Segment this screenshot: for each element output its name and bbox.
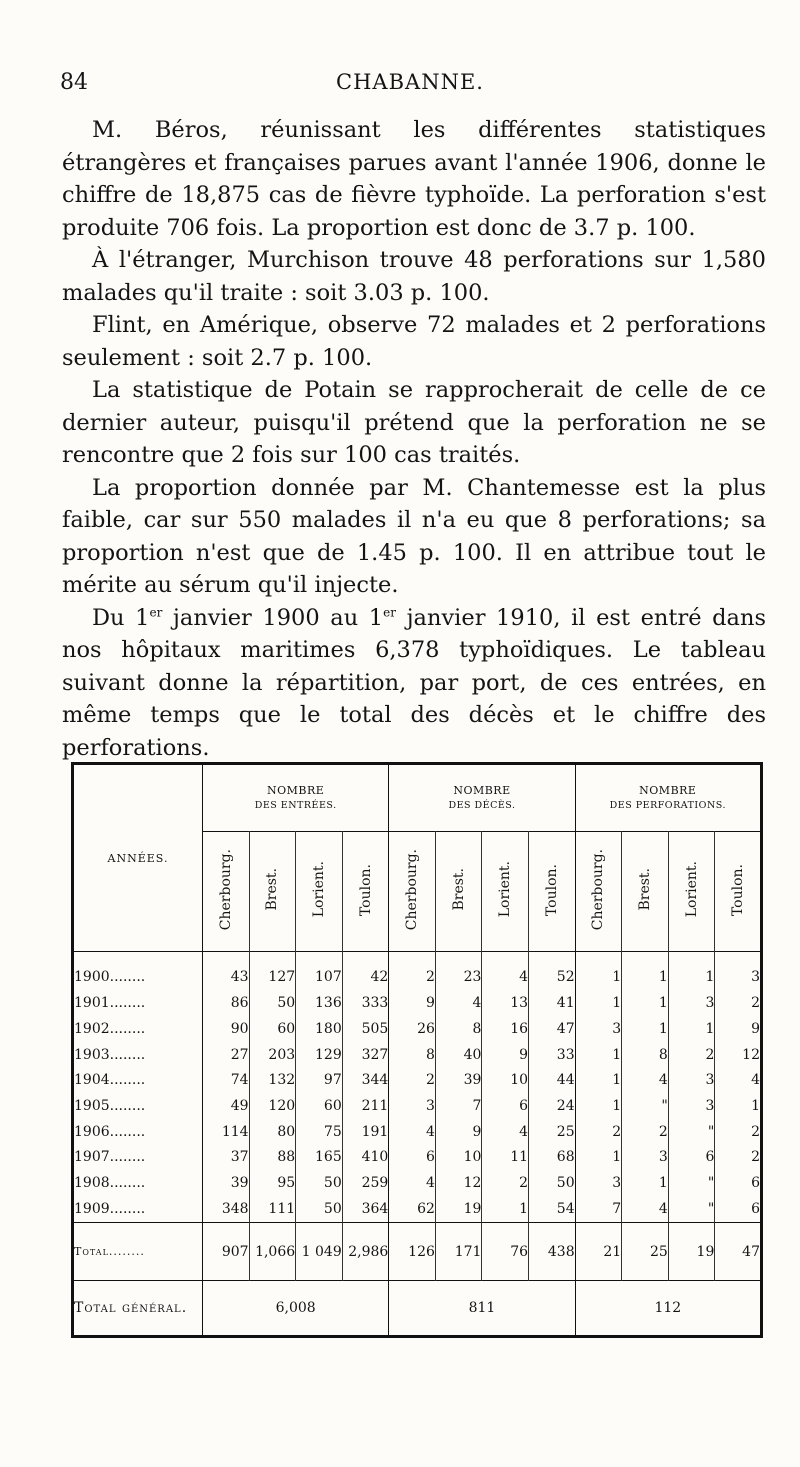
value-cell: 3 — [575, 1016, 622, 1042]
value-cell: 4 — [622, 1067, 669, 1093]
paragraph: La proportion donnée par M. Chantemesse est la plus faible, car sur 550 malades il n'a eu que 8 perforations; sa proportion n'est que de 1.45 p. 100. Il en attribue tout le mérite au sérum qu'il injecte. — [62, 474, 766, 598]
value-cell: 191 — [342, 1119, 389, 1145]
value-cell: 26 — [389, 1016, 436, 1042]
value-cell: 344 — [342, 1067, 389, 1093]
total-row — [73, 1222, 762, 1281]
value-cell: 4 — [715, 1067, 762, 1093]
value-cell: 12 — [715, 1042, 762, 1068]
grand-total-entries: 6,008 — [203, 1281, 389, 1337]
value-cell: 10 — [435, 1145, 482, 1171]
table-row — [73, 990, 762, 1016]
value-cell: 8 — [435, 1016, 482, 1042]
port-header: Lorient. — [482, 831, 529, 951]
value-cell: 4 — [435, 990, 482, 1016]
total-cell: 47 — [715, 1222, 762, 1281]
grand-total-perforations: 112 — [575, 1281, 761, 1337]
value-cell: 8 — [622, 1042, 669, 1068]
value-cell: 9 — [435, 1119, 482, 1145]
port-header: Cherbourg. — [575, 831, 622, 951]
value-cell: 1 — [575, 1093, 622, 1119]
value-cell: 4 — [389, 1119, 436, 1145]
value-cell: 107 — [296, 952, 343, 991]
value-cell: 43 — [203, 952, 250, 991]
value-cell: 74 — [203, 1067, 250, 1093]
value-cell: 3 — [389, 1093, 436, 1119]
value-cell: 180 — [296, 1016, 343, 1042]
value-cell: 11 — [482, 1145, 529, 1171]
value-cell: 12 — [435, 1170, 482, 1196]
statistics-table — [71, 762, 763, 1338]
value-cell: 120 — [249, 1093, 296, 1119]
port-header: Brest. — [622, 831, 669, 951]
value-cell: 24 — [529, 1093, 576, 1119]
value-cell: 9 — [389, 990, 436, 1016]
year-cell: 1905........ — [73, 1093, 203, 1119]
value-cell: 4 — [389, 1170, 436, 1196]
value-cell: " — [668, 1196, 715, 1222]
grand-total-label: Total général. — [73, 1281, 203, 1337]
table-row — [73, 952, 762, 991]
total-label: Total........ — [73, 1222, 203, 1281]
value-cell: 47 — [529, 1016, 576, 1042]
total-cell: 76 — [482, 1222, 529, 1281]
value-cell: 42 — [342, 952, 389, 991]
year-cell: 1903........ — [73, 1042, 203, 1068]
value-cell: 1 — [575, 1042, 622, 1068]
value-cell: 95 — [249, 1170, 296, 1196]
port-header: Lorient. — [296, 831, 343, 951]
value-cell: 2 — [715, 1145, 762, 1171]
value-cell: 4 — [482, 952, 529, 991]
table-row — [73, 1067, 762, 1093]
value-cell: 1 — [715, 1093, 762, 1119]
value-cell: 1 — [482, 1196, 529, 1222]
value-cell: 6 — [715, 1196, 762, 1222]
value-cell: 1 — [668, 1016, 715, 1042]
total-cell: 25 — [622, 1222, 669, 1281]
year-cell: 1909........ — [73, 1196, 203, 1222]
value-cell: 2 — [575, 1119, 622, 1145]
table-row — [73, 1119, 762, 1145]
value-cell: 6 — [389, 1145, 436, 1171]
value-cell: 333 — [342, 990, 389, 1016]
value-cell: 90 — [203, 1016, 250, 1042]
year-cell: 1900........ — [73, 952, 203, 991]
value-cell: 2 — [715, 990, 762, 1016]
value-cell: 52 — [529, 952, 576, 991]
value-cell: 49 — [203, 1093, 250, 1119]
value-cell: 25 — [529, 1119, 576, 1145]
value-cell: 7 — [575, 1196, 622, 1222]
value-cell: 111 — [249, 1196, 296, 1222]
value-cell: 3 — [668, 1067, 715, 1093]
value-cell: 6 — [715, 1170, 762, 1196]
table-row — [73, 1016, 762, 1042]
value-cell: 259 — [342, 1170, 389, 1196]
port-header: Brest. — [249, 831, 296, 951]
value-cell: 6 — [482, 1093, 529, 1119]
value-cell: 327 — [342, 1042, 389, 1068]
paragraph: Flint, en Amérique, observe 72 malades et 2 perforations seulement : soit 2.7 p. 100. — [62, 312, 766, 371]
group-header-entries: NOMBRE DES ENTRÉES. — [203, 764, 389, 832]
total-cell: 2,986 — [342, 1222, 389, 1281]
paragraph: Du 1er janvier 1900 au 1er janvier 1910, il est entré dans nos hôpitaux maritimes 6,378 typhoïdiques. Le tableau suivant donne la répartition, par port, de ces entrées, en même temps que le total des décès et le chiffre des perforations. — [62, 604, 767, 761]
table-row — [73, 1093, 762, 1119]
value-cell: 2 — [715, 1119, 762, 1145]
port-header: Cherbourg. — [203, 831, 250, 951]
value-cell: 33 — [529, 1042, 576, 1068]
table-body — [73, 952, 762, 1223]
running-title: CHABANNE. — [336, 70, 484, 94]
value-cell: 1 — [622, 1170, 669, 1196]
value-cell: 136 — [296, 990, 343, 1016]
value-cell: 9 — [482, 1042, 529, 1068]
value-cell: 132 — [249, 1067, 296, 1093]
value-cell: 16 — [482, 1016, 529, 1042]
value-cell: 4 — [622, 1196, 669, 1222]
value-cell: 39 — [435, 1067, 482, 1093]
total-cell: 171 — [435, 1222, 482, 1281]
value-cell: " — [668, 1170, 715, 1196]
total-cell: 19 — [668, 1222, 715, 1281]
year-cell: 1901........ — [73, 990, 203, 1016]
value-cell: 8 — [389, 1042, 436, 1068]
value-cell: 1 — [622, 952, 669, 991]
value-cell: 1 — [575, 1067, 622, 1093]
year-cell: 1902........ — [73, 1016, 203, 1042]
grand-total-row — [73, 1281, 762, 1337]
value-cell: 3 — [715, 952, 762, 991]
value-cell: 60 — [296, 1093, 343, 1119]
value-cell: 39 — [203, 1170, 250, 1196]
value-cell: 13 — [482, 990, 529, 1016]
value-cell: 165 — [296, 1145, 343, 1171]
value-cell: 88 — [249, 1145, 296, 1171]
value-cell: 1 — [622, 1016, 669, 1042]
value-cell: 80 — [249, 1119, 296, 1145]
paragraph: À l'étranger, Murchison trouve 48 perforations sur 1,580 malades qu'il traite : soit 3.03 p. 100. — [62, 247, 766, 306]
total-cell: 126 — [389, 1222, 436, 1281]
port-header: Lorient. — [668, 831, 715, 951]
value-cell: 54 — [529, 1196, 576, 1222]
port-header: Cherbourg. — [389, 831, 436, 951]
value-cell: 127 — [249, 952, 296, 991]
value-cell: 23 — [435, 952, 482, 991]
total-cell: 1,066 — [249, 1222, 296, 1281]
value-cell: 1 — [668, 952, 715, 991]
value-cell: 129 — [296, 1042, 343, 1068]
value-cell: " — [622, 1093, 669, 1119]
year-cell: 1906........ — [73, 1119, 203, 1145]
year-cell: 1908........ — [73, 1170, 203, 1196]
value-cell: 3 — [622, 1145, 669, 1171]
value-cell: 1 — [575, 952, 622, 991]
port-header: Toulon. — [715, 831, 762, 951]
value-cell: 1 — [575, 1145, 622, 1171]
running-header — [60, 70, 760, 104]
value-cell: 2 — [668, 1042, 715, 1068]
table-row — [73, 1042, 762, 1068]
port-header: Toulon. — [529, 831, 576, 951]
total-cell: 1 049 — [296, 1222, 343, 1281]
value-cell: 97 — [296, 1067, 343, 1093]
value-cell: 40 — [435, 1042, 482, 1068]
value-cell: 410 — [342, 1145, 389, 1171]
year-cell: 1907........ — [73, 1145, 203, 1171]
value-cell: 41 — [529, 990, 576, 1016]
value-cell: 6 — [668, 1145, 715, 1171]
value-cell: 211 — [342, 1093, 389, 1119]
value-cell: 7 — [435, 1093, 482, 1119]
value-cell: 60 — [249, 1016, 296, 1042]
body-text — [62, 114, 766, 764]
page-number: 84 — [60, 70, 88, 95]
value-cell: 68 — [529, 1145, 576, 1171]
value-cell: 348 — [203, 1196, 250, 1222]
value-cell: 50 — [529, 1170, 576, 1196]
value-cell: 19 — [435, 1196, 482, 1222]
value-cell: 2 — [389, 1067, 436, 1093]
value-cell: 4 — [482, 1119, 529, 1145]
value-cell: 50 — [249, 990, 296, 1016]
value-cell: 62 — [389, 1196, 436, 1222]
total-cell: 21 — [575, 1222, 622, 1281]
value-cell: 114 — [203, 1119, 250, 1145]
port-header: Toulon. — [342, 831, 389, 951]
table-row — [73, 1145, 762, 1171]
value-cell: 1 — [575, 990, 622, 1016]
value-cell: 50 — [296, 1170, 343, 1196]
table-row — [73, 1170, 762, 1196]
total-cell: 438 — [529, 1222, 576, 1281]
value-cell: 9 — [715, 1016, 762, 1042]
table-row — [73, 1196, 762, 1222]
value-cell: 505 — [342, 1016, 389, 1042]
paragraph: La statistique de Potain se rapprocherait de celle de ce dernier auteur, puisqu'il prétend que la perforation ne se rencontre que 2 fois sur 100 cas traités. — [62, 377, 766, 468]
group-header-deaths: NOMBRE DES DÉCÈS. — [389, 764, 575, 832]
value-cell: " — [668, 1119, 715, 1145]
grand-total-deaths: 811 — [389, 1281, 575, 1337]
value-cell: 3 — [668, 1093, 715, 1119]
value-cell: 10 — [482, 1067, 529, 1093]
group-header-perforations: NOMBRE DES PERFORATIONS. — [609, 783, 726, 811]
value-cell: 37 — [203, 1145, 250, 1171]
table-group-header-row — [73, 764, 762, 832]
value-cell: 2 — [622, 1119, 669, 1145]
value-cell: 2 — [482, 1170, 529, 1196]
value-cell: 3 — [575, 1170, 622, 1196]
value-cell: 3 — [668, 990, 715, 1016]
value-cell: 203 — [249, 1042, 296, 1068]
value-cell: 364 — [342, 1196, 389, 1222]
value-cell: 27 — [203, 1042, 250, 1068]
value-cell: 2 — [389, 952, 436, 991]
port-header: Brest. — [435, 831, 482, 951]
paragraph: M. Béros, réunissant les différentes statistiques étrangères et françaises parues avant l'année 1906, donne le chiffre de 18,875 cas de fièvre typhoïde. La perforation s'est produite 706 fois. La proportion est donc de 3.7 p. 100. — [62, 117, 766, 241]
total-cell: 907 — [203, 1222, 250, 1281]
value-cell: 1 — [622, 990, 669, 1016]
value-cell: 44 — [529, 1067, 576, 1093]
year-cell: 1904........ — [73, 1067, 203, 1093]
value-cell: 86 — [203, 990, 250, 1016]
years-header: ANNÉES. — [73, 764, 203, 952]
value-cell: 75 — [296, 1119, 343, 1145]
value-cell: 50 — [296, 1196, 343, 1222]
